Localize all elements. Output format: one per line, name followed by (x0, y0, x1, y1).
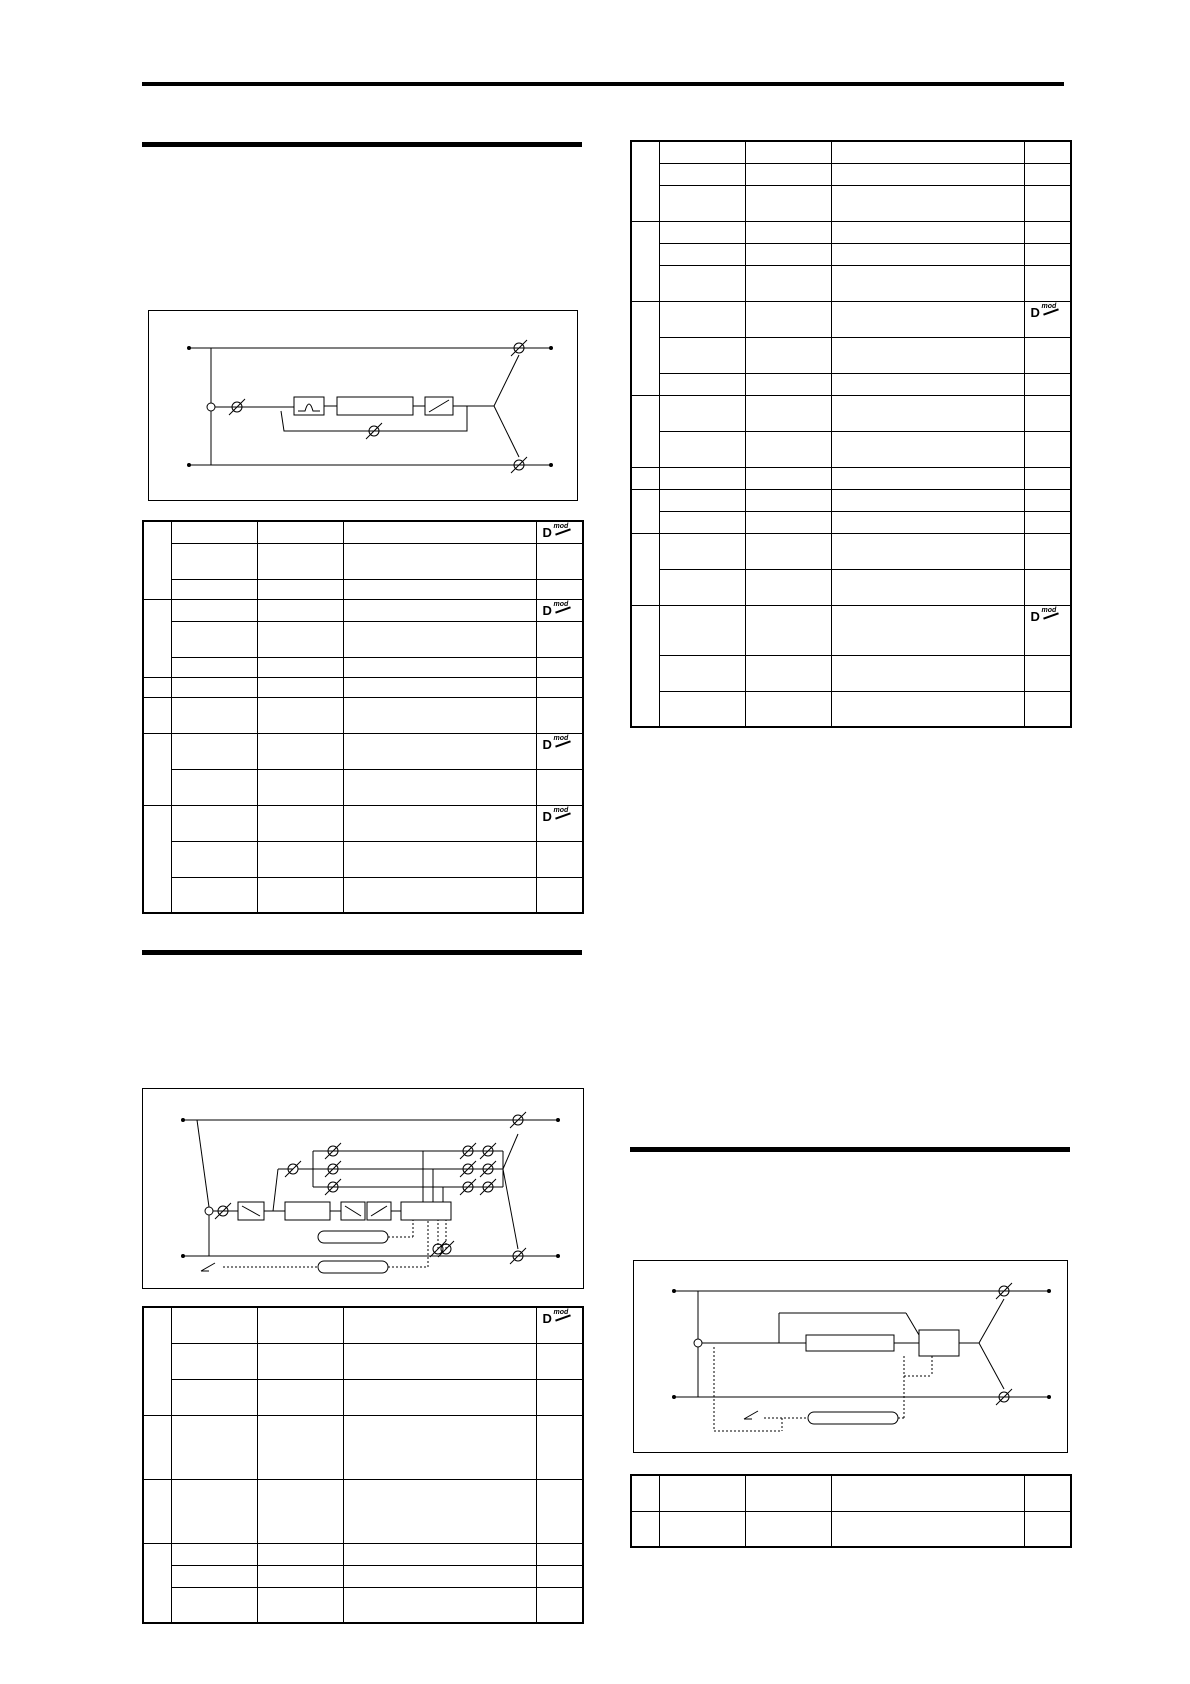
table-cell (536, 1379, 583, 1415)
table-cell (171, 805, 257, 841)
table-row (631, 569, 1071, 605)
table-row (143, 805, 583, 841)
table-cell (257, 841, 343, 877)
group-cell (143, 733, 171, 805)
group-cell (631, 1511, 659, 1547)
table-cell (343, 521, 536, 543)
table-cell (659, 221, 745, 243)
table-cell (536, 1479, 583, 1543)
table-row (631, 337, 1071, 373)
table-row (143, 1343, 583, 1379)
table-cell (659, 141, 745, 163)
table-cell (831, 337, 1024, 373)
table-row (143, 1307, 583, 1343)
table-cell (257, 1379, 343, 1415)
table-row (631, 1475, 1071, 1511)
table-cell (171, 1587, 257, 1623)
group-cell (631, 141, 659, 221)
group-cell (143, 521, 171, 599)
table-cell (745, 163, 831, 185)
table-cell (831, 301, 1024, 337)
table-cell (745, 373, 831, 395)
table-cell (745, 655, 831, 691)
group-cell (631, 489, 659, 533)
table-cell (257, 1479, 343, 1543)
table-cell (1024, 221, 1071, 243)
table-row (143, 579, 583, 599)
table-cell (257, 1343, 343, 1379)
table-cell (745, 467, 831, 489)
table-cell (171, 621, 257, 657)
table-cell (257, 543, 343, 579)
table-cell (745, 243, 831, 265)
table-cell (659, 301, 745, 337)
table-cell (831, 185, 1024, 221)
table-cell (171, 1415, 257, 1479)
table-cell (831, 1475, 1024, 1511)
table-row (631, 431, 1071, 467)
table-cell (343, 579, 536, 599)
table-cell (343, 543, 536, 579)
table-cell (659, 265, 745, 301)
table-cell (536, 1307, 583, 1343)
table-cell (171, 1543, 257, 1565)
table-cell (659, 511, 745, 533)
table-row (143, 697, 583, 733)
table-cell (536, 1587, 583, 1623)
group-cell (143, 697, 171, 733)
table-cell (257, 1587, 343, 1623)
table-cell (1024, 395, 1071, 431)
table-cell (171, 543, 257, 579)
table-cell (745, 1475, 831, 1511)
table-row (631, 163, 1071, 185)
table-cell (745, 489, 831, 511)
table-cell (745, 265, 831, 301)
table-cell (536, 599, 583, 621)
dmod-icon: D mod (1031, 305, 1040, 320)
table-cell (745, 221, 831, 243)
table-cell (745, 185, 831, 221)
table-cell (659, 691, 745, 727)
table-row (631, 373, 1071, 395)
table-cell (831, 691, 1024, 727)
table-row (631, 691, 1071, 727)
table-row (631, 301, 1071, 337)
table-cell (745, 533, 831, 569)
table-cell (536, 697, 583, 733)
table-cell (343, 677, 536, 697)
table-cell (257, 579, 343, 599)
table-cell (343, 599, 536, 621)
table-cell (831, 489, 1024, 511)
table-row (143, 877, 583, 913)
table-cell (257, 805, 343, 841)
table-cell (257, 1565, 343, 1587)
table-cell (659, 185, 745, 221)
table-cell (536, 657, 583, 677)
table-row (143, 1565, 583, 1587)
table-cell (536, 1415, 583, 1479)
table-cell (343, 733, 536, 769)
table-cell (745, 141, 831, 163)
table-cell (171, 877, 257, 913)
table-cell (745, 337, 831, 373)
table-cell (536, 1343, 583, 1379)
table-cell (1024, 337, 1071, 373)
table-cell (343, 697, 536, 733)
table-cell (171, 677, 257, 697)
table-row (143, 657, 583, 677)
section-header-bar-1 (142, 142, 582, 147)
table-cell (831, 243, 1024, 265)
dmod-icon: D mod (543, 525, 552, 540)
table-cell (1024, 141, 1071, 163)
table-cell (745, 569, 831, 605)
table-cell (659, 569, 745, 605)
table-cell (257, 677, 343, 697)
dmod-icon: D mod (543, 737, 552, 752)
section-header-bar-2 (142, 950, 582, 955)
table-cell (1024, 431, 1071, 467)
table-cell (171, 1379, 257, 1415)
table-cell (257, 1307, 343, 1343)
table-row (143, 1415, 583, 1479)
table-cell (659, 373, 745, 395)
table-row (631, 533, 1071, 569)
section-header-bar-3 (630, 1147, 1070, 1152)
table-cell (343, 1565, 536, 1587)
table-cell (536, 579, 583, 599)
table-cell (659, 605, 745, 655)
table-cell (536, 621, 583, 657)
table-cell (343, 657, 536, 677)
dmod-icon: D mod (1031, 609, 1040, 624)
table-cell (1024, 265, 1071, 301)
table-cell (536, 733, 583, 769)
table-cell (659, 395, 745, 431)
table-cell (659, 163, 745, 185)
table-cell (1024, 1475, 1071, 1511)
block-diagram-2 (142, 1088, 584, 1289)
table-cell (659, 431, 745, 467)
group-cell (631, 1475, 659, 1511)
table-cell (831, 605, 1024, 655)
table-cell (257, 621, 343, 657)
table-cell (343, 1543, 536, 1565)
table-row (143, 1379, 583, 1415)
table-cell (1024, 691, 1071, 727)
table-cell (1024, 511, 1071, 533)
group-cell (143, 805, 171, 913)
table-row (143, 543, 583, 579)
table-cell (659, 489, 745, 511)
table-cell (257, 1543, 343, 1565)
table-row (631, 141, 1071, 163)
parameter-table-1 (142, 520, 584, 914)
table-cell (1024, 185, 1071, 221)
table-row (631, 511, 1071, 533)
table-cell (257, 733, 343, 769)
table-cell (1024, 1511, 1071, 1547)
table-cell (659, 243, 745, 265)
table-cell (171, 769, 257, 805)
table-cell (343, 621, 536, 657)
table-row (143, 521, 583, 543)
table-row (631, 605, 1071, 655)
group-cell (631, 605, 659, 727)
table-cell (171, 579, 257, 599)
table-cell (257, 697, 343, 733)
table-row (143, 1543, 583, 1565)
table-cell (257, 877, 343, 913)
table-cell (1024, 301, 1071, 337)
table-cell (659, 655, 745, 691)
table-cell (1024, 605, 1071, 655)
table-cell (659, 533, 745, 569)
block-diagram-1 (148, 310, 578, 501)
table-cell (659, 1475, 745, 1511)
table-cell (343, 1587, 536, 1623)
table-row (143, 1479, 583, 1543)
group-cell (631, 395, 659, 467)
table-cell (745, 691, 831, 727)
table-cell (171, 697, 257, 733)
table-cell (171, 521, 257, 543)
dmod-icon: D mod (543, 603, 552, 618)
table-cell (1024, 569, 1071, 605)
group-cell (143, 677, 171, 697)
table-cell (343, 805, 536, 841)
table-row (631, 265, 1071, 301)
table-cell (343, 1379, 536, 1415)
table-row (631, 395, 1071, 431)
parameter-table-2 (142, 1306, 584, 1624)
table-cell (343, 769, 536, 805)
table-cell (659, 467, 745, 489)
table-cell (831, 533, 1024, 569)
group-cell (143, 1479, 171, 1543)
table-cell (745, 1511, 831, 1547)
table-cell (536, 877, 583, 913)
table-cell (831, 1511, 1024, 1547)
table-cell (343, 1479, 536, 1543)
group-cell (143, 1415, 171, 1479)
table-cell (659, 337, 745, 373)
table-row (631, 655, 1071, 691)
table-cell (257, 769, 343, 805)
table-cell (831, 373, 1024, 395)
table-row (143, 1587, 583, 1623)
table-cell (343, 877, 536, 913)
table-row (631, 221, 1071, 243)
table-cell (536, 805, 583, 841)
table-cell (171, 1307, 257, 1343)
group-cell (143, 1307, 171, 1415)
table-cell (257, 1415, 343, 1479)
table-cell (536, 521, 583, 543)
table-cell (1024, 243, 1071, 265)
group-cell (631, 467, 659, 489)
table-cell (831, 265, 1024, 301)
table-cell (171, 657, 257, 677)
table-cell (343, 841, 536, 877)
table-cell (831, 569, 1024, 605)
table-cell (536, 1565, 583, 1587)
group-cell (631, 301, 659, 395)
dmod-icon: D mod (543, 1311, 552, 1326)
table-cell (536, 841, 583, 877)
table-cell (536, 543, 583, 579)
table-row (143, 599, 583, 621)
table-cell (831, 141, 1024, 163)
table-cell (1024, 467, 1071, 489)
table-cell (257, 599, 343, 621)
page-top-rule (142, 82, 1064, 86)
table-cell (171, 1565, 257, 1587)
table-cell (831, 395, 1024, 431)
table-cell (343, 1307, 536, 1343)
table-cell (831, 511, 1024, 533)
parameter-table-3 (630, 140, 1072, 728)
table-cell (745, 301, 831, 337)
table-cell (171, 599, 257, 621)
table-cell (343, 1343, 536, 1379)
group-cell (143, 599, 171, 677)
table-row (143, 841, 583, 877)
block-diagram-3 (633, 1260, 1068, 1453)
table-cell (343, 1415, 536, 1479)
table-row (631, 243, 1071, 265)
table-cell (745, 605, 831, 655)
table-cell (1024, 373, 1071, 395)
table-cell (257, 521, 343, 543)
table-cell (1024, 533, 1071, 569)
table-row (143, 677, 583, 697)
table-cell (171, 733, 257, 769)
table-cell (745, 511, 831, 533)
table-cell (257, 657, 343, 677)
table-row (631, 185, 1071, 221)
table-cell (536, 1543, 583, 1565)
parameter-table-4 (630, 1474, 1072, 1548)
table-cell (1024, 655, 1071, 691)
group-cell (631, 221, 659, 301)
group-cell (143, 1543, 171, 1623)
table-cell (536, 677, 583, 697)
table-cell (171, 841, 257, 877)
table-cell (1024, 489, 1071, 511)
table-cell (171, 1343, 257, 1379)
table-cell (745, 395, 831, 431)
table-cell (659, 1511, 745, 1547)
table-row (631, 1511, 1071, 1547)
table-row (143, 621, 583, 657)
table-cell (1024, 163, 1071, 185)
table-cell (171, 1479, 257, 1543)
table-cell (745, 431, 831, 467)
dmod-icon: D mod (543, 809, 552, 824)
table-row (143, 733, 583, 769)
table-cell (831, 431, 1024, 467)
table-cell (831, 655, 1024, 691)
table-row (631, 489, 1071, 511)
table-row (631, 467, 1071, 489)
table-cell (831, 467, 1024, 489)
table-cell (536, 769, 583, 805)
table-cell (831, 221, 1024, 243)
table-row (143, 769, 583, 805)
table-cell (831, 163, 1024, 185)
group-cell (631, 533, 659, 605)
